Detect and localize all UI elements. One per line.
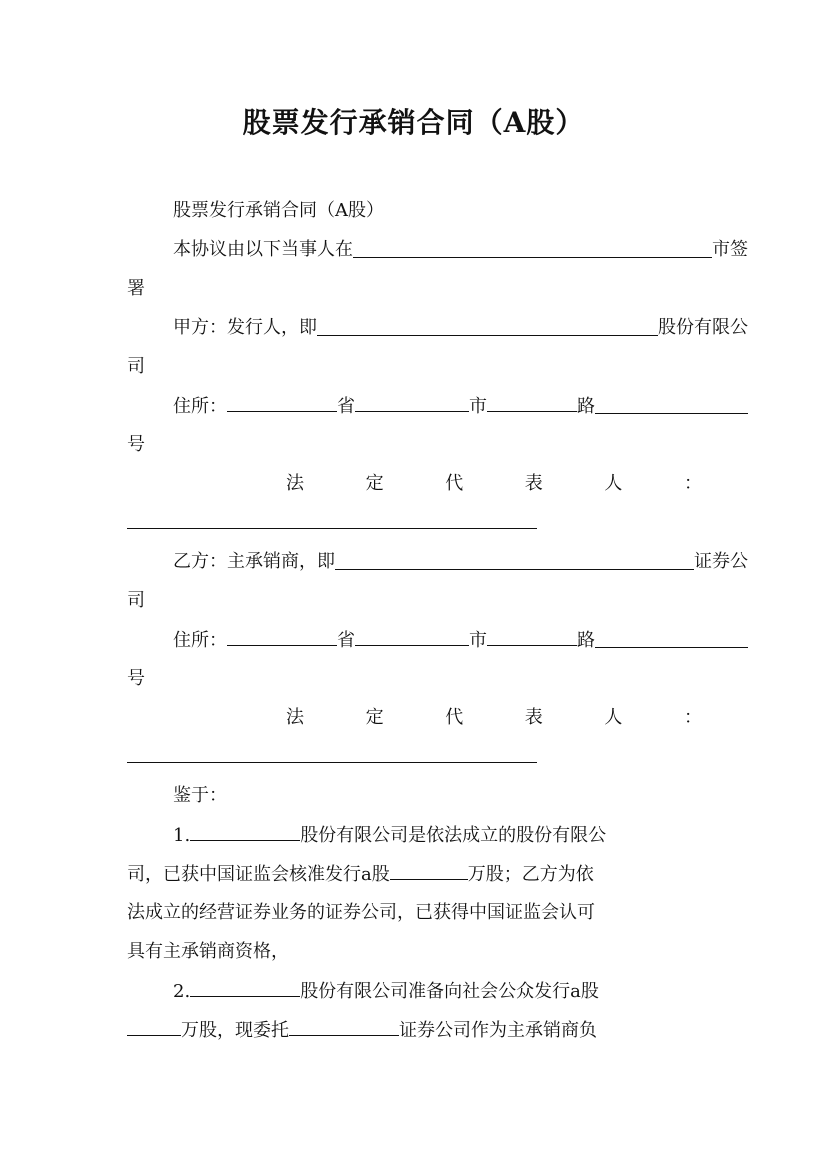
party-a-suffix: 股份有限公 (658, 317, 748, 338)
legal-rep-char: 代 (445, 707, 464, 728)
city-label: 市 (469, 396, 487, 417)
legal-rep-char: 代 (445, 473, 464, 494)
clause-1-shares-blank[interactable] (390, 855, 468, 880)
road-label: 路 (577, 630, 595, 651)
document-title: 股票发行承销合同（A股） (242, 106, 585, 139)
legal-rep-char: 表 (524, 707, 543, 728)
party-a-address (127, 387, 748, 425)
province-label: 省 (337, 630, 355, 651)
party-b-address (127, 621, 748, 659)
clause-1-text-2b: 万股；乙方为依 (467, 864, 594, 885)
party-b-prefix: 乙方：主承销商，即 (173, 551, 335, 572)
clause-2-underwriter-blank[interactable] (289, 1011, 399, 1036)
party-b-legal-rep-line (127, 699, 702, 737)
document-subtitle: 股票发行承销合同（A股） (173, 200, 384, 221)
legal-rep-char: 人 (604, 707, 623, 728)
party-b-road-blank[interactable] (487, 621, 577, 646)
party-b-number-label: 号 (127, 668, 145, 689)
signing-city-blank[interactable] (353, 231, 712, 258)
party-a-province-blank[interactable] (227, 387, 337, 412)
underwriter-name-blank[interactable] (335, 543, 694, 570)
party-b-city-blank[interactable] (355, 621, 469, 646)
party-b-province-blank[interactable] (227, 621, 337, 646)
party-a-wrap: 司 (127, 356, 145, 377)
intro-line (127, 231, 748, 269)
whereas-heading: 鉴于： (173, 785, 227, 806)
legal-rep-char: 人 (604, 473, 623, 494)
legal-rep-char: 法 (286, 707, 304, 728)
issuer-name-blank[interactable] (317, 309, 658, 336)
clause-2-company-blank[interactable] (190, 972, 300, 997)
party-b-number-blank[interactable] (595, 621, 748, 648)
intro-prefix: 本协议由以下当事人在 (173, 239, 353, 260)
city-label: 市 (469, 630, 487, 651)
legal-rep-char: 法 (286, 473, 304, 494)
clause-2-text-2b: 证券公司作为主承销商负 (399, 1020, 597, 1041)
party-a-road-blank[interactable] (487, 387, 577, 412)
party-a-number-label: 号 (127, 434, 145, 455)
legal-rep-char: 表 (524, 473, 543, 494)
clause-1-line-3: 法成立的经营证券业务的证券公司，已获得中国证监会认可 (127, 902, 595, 923)
road-label: 路 (577, 396, 595, 417)
party-b-line (127, 543, 748, 581)
clause-1-company-blank[interactable] (190, 816, 300, 841)
clause-1-text: 股份有限公司是依法成立的股份有限公 (300, 825, 607, 846)
party-b-legal-rep-blank[interactable] (127, 738, 537, 763)
clause-1-text-2a: 司，已获中国证监会核准发行a股 (127, 864, 390, 885)
clause-2-text-2a: 万股，现委托 (181, 1020, 289, 1041)
clause-1-line-4: 具有主承销商资格， (127, 941, 289, 962)
clause-2-line-2 (127, 1011, 702, 1049)
party-a-line (127, 309, 748, 347)
party-b-wrap: 司 (127, 590, 145, 611)
party-b-suffix: 证券公 (694, 551, 748, 572)
legal-rep-char: 定 (365, 473, 384, 494)
clause-1-line-2 (127, 855, 702, 893)
clause-1-line-1 (127, 816, 748, 854)
party-b-legal-rep-row (127, 738, 702, 776)
clause-2-shares-blank[interactable] (127, 1011, 181, 1036)
legal-rep-char: 定 (365, 707, 384, 728)
party-a-legal-rep-line (127, 465, 702, 503)
party-a-number-blank[interactable] (595, 387, 748, 414)
party-a-legal-rep-row (127, 504, 702, 542)
province-label: 省 (337, 396, 355, 417)
clause-1-number: 1. (173, 825, 191, 846)
clause-2-text: 股份有限公司准备向社会公众发行a股 (300, 981, 599, 1002)
address-label: 住所： (173, 630, 227, 651)
clause-2-line-1 (127, 972, 748, 1010)
address-label: 住所： (173, 396, 227, 417)
intro-suffix: 市签 (712, 239, 748, 260)
party-a-legal-rep-blank[interactable] (127, 504, 537, 529)
party-a-city-blank[interactable] (355, 387, 469, 412)
clause-2-number: 2. (173, 981, 191, 1002)
party-a-prefix: 甲方：发行人，即 (173, 317, 317, 338)
legal-rep-colon: ： (683, 707, 702, 728)
legal-rep-colon: ： (683, 473, 702, 494)
intro-wrap: 署 (127, 278, 145, 299)
